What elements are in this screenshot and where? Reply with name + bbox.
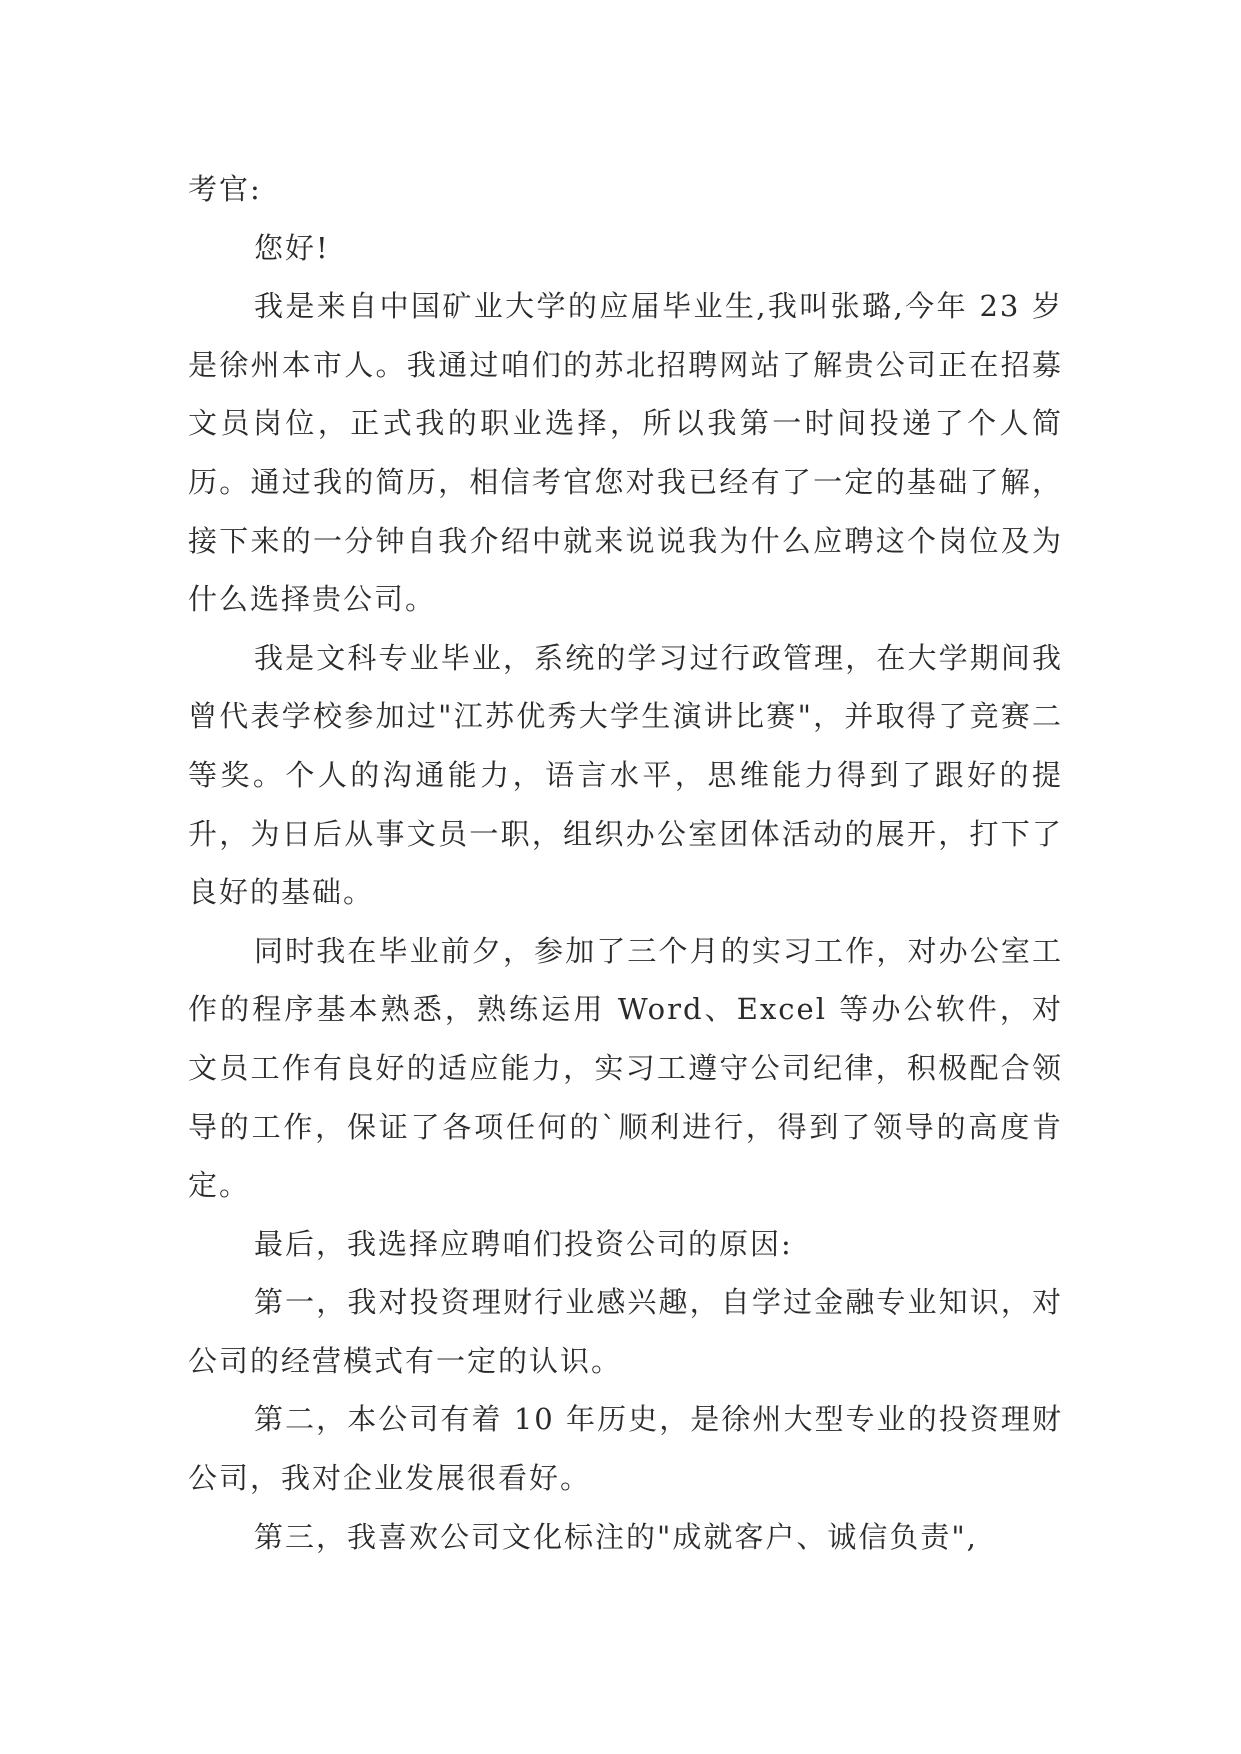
- reason-third-paragraph: 第三，我喜欢公司文化标注的"成就客户、诚信负责",: [254, 1519, 978, 1554]
- intro-paragraph: 我是来自中国矿业大学的应届毕业生,我叫张璐,今年 23 岁是徐州本市人。我通过咱们的苏北招聘网站了解贵公司正在招募文员岗位，正式我的职业选择，所以我第一时间投递了个人简历。通过我的简历，相信考官您对我已经有了一定的基础了解，接下来的一分钟自我介绍中就来说说我为什么应聘这个岗位及为什么选择贵公司。: [188, 289, 1063, 617]
- reasons-intro-paragraph: 最后，我选择应聘咱们投资公司的原因:: [254, 1226, 793, 1261]
- document-body: [188, 160, 1063, 1566]
- reason-first-paragraph: 第一，我对投资理财行业感兴趣，自学过金融专业知识，对公司的经营模式有一定的认识。: [188, 1285, 1063, 1378]
- education-paragraph: 我是文科专业毕业，系统的学习过行政管理，在大学期间我曾代表学校参加过"江苏优秀大学生演讲比赛"，并取得了竞赛二等奖。个人的沟通能力，语言水平，思维能力得到了跟好的提升，为日后从事文员一职，组织办公室团体活动的展开，打下了良好的基础。: [188, 640, 1063, 910]
- internship-paragraph: 同时我在毕业前夕，参加了三个月的实习工作，对办公室工作的程序基本熟悉，熟练运用 Word、Excel 等办公软件，对文员工作有良好的适应能力，实习工遵守公司纪律，积极配合领导的工作，保证了各项任何的`顺利进行，得到了领导的高度肯定。: [188, 933, 1063, 1203]
- greeting-paragraph: 您好!: [254, 230, 330, 265]
- reason-second-paragraph: 第二，本公司有着 10 年历史，是徐州大型专业的投资理财公司，我对企业发展很看好。: [188, 1402, 1063, 1496]
- salutation: 考官:: [188, 172, 262, 206]
